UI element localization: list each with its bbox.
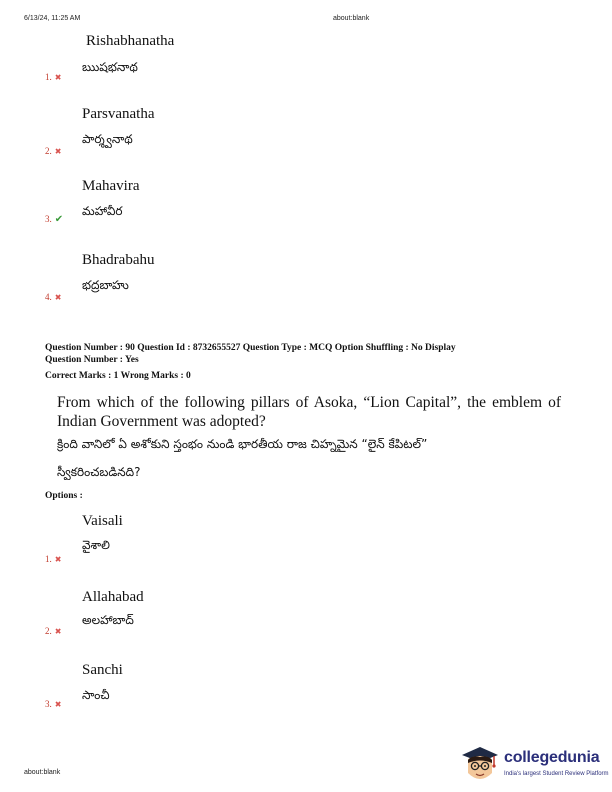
option-number: 1. ✖	[45, 72, 62, 82]
question-text-en: From which of the following pillars of Asoka, “Lion Capital”, the emblem of Indian Government was adopted?	[57, 394, 561, 430]
print-timestamp: 6/13/24, 11:25 AM	[24, 15, 81, 22]
option-text-en: Mahavira	[82, 178, 140, 194]
option-number: 1. ✖	[45, 554, 62, 564]
wrong-mark-icon: ✖	[54, 293, 62, 302]
collegedunia-logo	[458, 743, 609, 785]
print-page-url: about:blank	[333, 15, 370, 22]
wrong-mark-icon: ✖	[54, 147, 62, 156]
logo-wordmark: collegedunia	[504, 749, 600, 766]
question-meta-continued: Question Number : Yes	[45, 355, 139, 365]
option-text-te: ఋషభనాథ	[82, 60, 138, 74]
question-text-te-line1: క్రింది వానిలో ఏ అశోకుని స్తంభం నుండి భారతీయ రాజ చిహ్నమైన “లైన్ కేపిటల్”	[57, 437, 428, 451]
wrong-mark-icon: ✖	[54, 700, 62, 709]
options-label: Options :	[45, 491, 83, 501]
option-text-te: మహావీర	[82, 204, 123, 218]
wrong-mark-icon: ✖	[54, 627, 62, 636]
option-text-te: పార్శ్వనాథ	[82, 132, 133, 146]
option-text-te: అలహాబాద్	[82, 613, 134, 627]
question-text-te-line2: స్వీకరించబడినది?	[57, 465, 141, 479]
option-text-en: Allahabad	[82, 589, 144, 605]
option-text-en: Bhadrabahu	[82, 252, 155, 268]
option-number: 3. ✔	[45, 214, 64, 225]
option-text-te: సాంచీ	[82, 688, 110, 702]
question-marks: Correct Marks : 1 Wrong Marks : 0	[45, 371, 191, 381]
option-text-te: భద్రబాహు	[82, 278, 129, 292]
option-text-en: Parsvanatha	[82, 106, 155, 122]
option-number: 3. ✖	[45, 699, 62, 709]
question-meta: Question Number : 90 Question Id : 8732655527 Question Type : MCQ Option Shuffling : No Display	[45, 343, 456, 353]
wrong-mark-icon: ✖	[54, 555, 62, 564]
wrong-mark-icon: ✖	[54, 73, 62, 82]
option-text-en: Vaisali	[82, 513, 123, 529]
option-number: 4. ✖	[45, 292, 62, 302]
print-footer-url: about:blank	[24, 769, 61, 776]
logo-tagline: India's largest Student Review Platform	[504, 771, 609, 777]
correct-check-icon: ✔	[54, 214, 64, 225]
option-number: 2. ✖	[45, 626, 62, 636]
option-text-en: Rishabhanatha	[86, 33, 175, 49]
option-text-te: వైశాలి	[82, 538, 110, 552]
option-text-en: Sanchi	[82, 662, 123, 678]
student-mascot-icon	[458, 743, 502, 787]
option-number: 2. ✖	[45, 146, 62, 156]
